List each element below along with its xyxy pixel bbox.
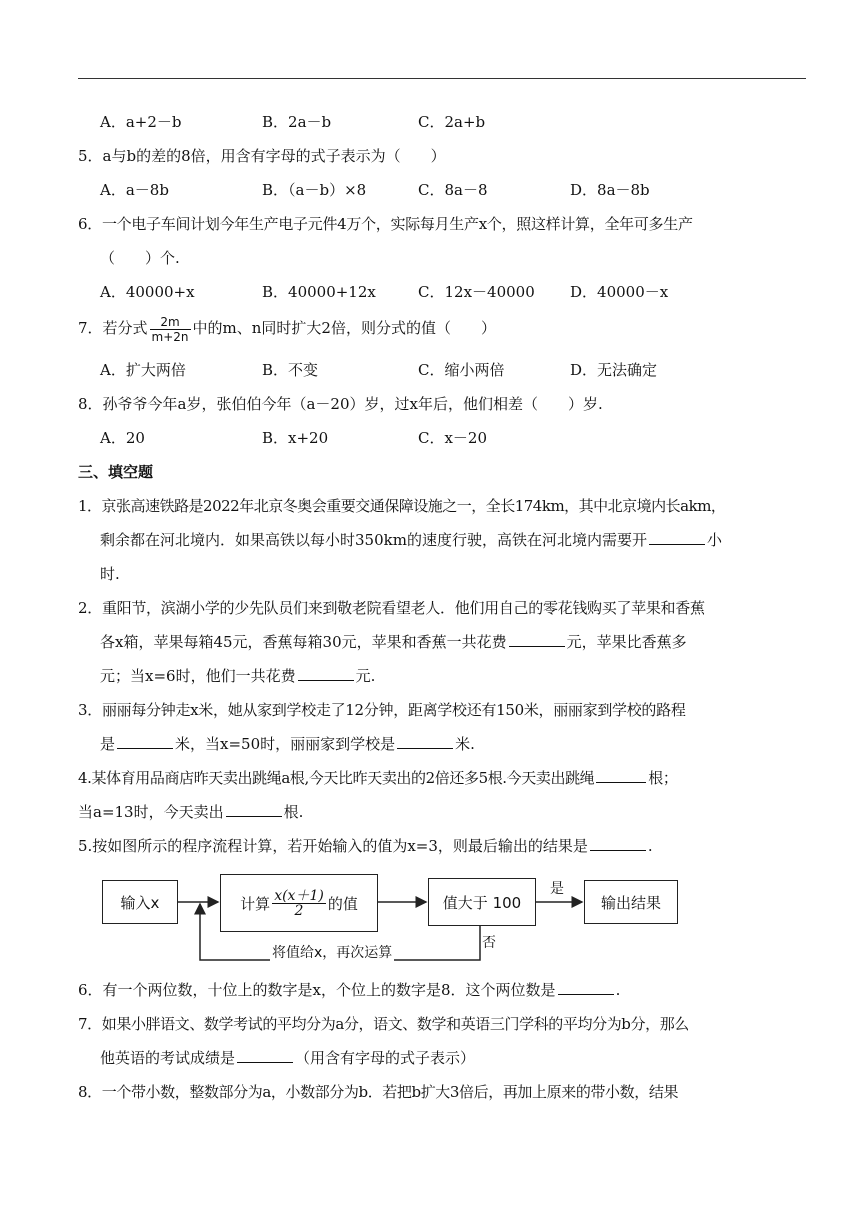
f4-line2-text: 当a=13时，今天卖出: [78, 803, 224, 821]
q5-option-d: D．8a－8b: [570, 181, 650, 199]
q8-option-b: B．x+20: [262, 429, 329, 447]
f5-line1-text-b: .: [647, 837, 653, 855]
f1-line2-text: 剩余都在河北境内．如果高铁以每小时350km的速度行驶，高铁在河北境内需要开: [100, 531, 647, 549]
q8-stem: 8．孙爷爷今年a岁，张伯伯今年（a－20）岁，过x年后，他们相差（ ）岁.: [78, 395, 603, 413]
f2-line1: 2．重阳节，滨湖小学的少先队员们来到敬老院看望老人．他们用自己的零花钱购买了苹果和香蕉: [78, 599, 705, 617]
f3-line2-text-c: 米.: [455, 735, 475, 753]
q6-stem-line2: （ ）个.: [100, 249, 180, 267]
flow-condition-label: 值大于 100: [442, 893, 522, 912]
q6-option-b: B．40000+12x: [262, 283, 376, 301]
q7-option-c: C．缩小两倍: [418, 361, 505, 379]
answer-blank[interactable]: [237, 1048, 293, 1063]
f7-line2: [100, 1048, 475, 1068]
q7-stem-pre: 7．若分式: [78, 319, 148, 337]
f5-line1-text: 5.按如图所示的程序流程计算，若开始输入的值为x=3，则最后输出的结果是: [78, 837, 588, 855]
flow-calc-numerator: x(x＋1): [274, 887, 324, 904]
q4-option-c: C．2a+b: [418, 113, 486, 131]
answer-blank[interactable]: [558, 980, 614, 995]
q4-option-a: A．a+2－b: [100, 113, 182, 131]
flow-calc-denominator: 2: [294, 902, 304, 919]
section-title-fill-in: 三、填空题: [78, 463, 154, 481]
q6-stem-line1: 6．一个电子车间计划今年生产电子元件4万个，实际每月生产x个，照这样计算，全年可多生产: [78, 215, 693, 233]
flow-output-box: [584, 880, 678, 924]
q7-fraction-denominator: m+2n: [151, 329, 189, 344]
q7-fraction-numerator: 2m: [150, 315, 191, 330]
flow-loop-label: 将值给x，再次运算: [270, 942, 394, 962]
q7-stem-post: 中的m、n同时扩大2倍，则分式的值（ ）: [192, 319, 496, 337]
f7-line2-text: 他英语的考试成绩是: [100, 1049, 236, 1067]
flow-no-label: 否: [482, 935, 496, 951]
f4-line1-text-b: 根；: [648, 769, 678, 787]
q6-option-c: C．12x－40000: [418, 283, 535, 301]
f1-line3: 时.: [100, 565, 120, 583]
f6-line1: [78, 980, 620, 1000]
flow-yes-label: 是: [550, 881, 564, 897]
f4-line1-text: 4.某体育用品商店昨天卖出跳绳a根,今天比昨天卖出的2倍还多5根.今天卖出跳绳: [78, 769, 595, 787]
f1-line1: 1．京张高速铁路是2022年北京冬奥会重要交通保障设施之一，全长174km，其中北京境内长akm，: [78, 497, 726, 515]
flow-condition-box: [428, 878, 536, 926]
flow-calc-box: [220, 874, 378, 932]
q5-option-b: B．（a－b）×8: [262, 181, 367, 199]
f6-line1-text: 6．有一个两位数，十位上的数字是x，个位上的数字是8．这个两位数是: [78, 981, 556, 999]
flow-input-label: 输入x: [120, 893, 160, 912]
f8-line1: 8．一个带小数，整数部分为a，小数部分为b．若把b扩大3倍后，再加上原来的带小数，结果: [78, 1083, 679, 1101]
f7-line2-text-b: （用含有字母的式子表示）: [295, 1049, 476, 1067]
q8-option-a: A．20: [100, 429, 145, 447]
flow-calc-post: 的值: [327, 894, 358, 913]
flow-output-label: 输出结果: [600, 893, 661, 912]
q7-option-d: D．无法确定: [570, 361, 658, 379]
f2-line2-text: 各x箱，苹果每箱45元，香蕉每箱30元，苹果和香蕉一共花费: [100, 633, 507, 651]
f7-line1: 7．如果小胖语文、数学考试的平均分为a分，语文、数学和英语三门学科的平均分为b分，那么: [78, 1015, 689, 1033]
f1-line2-unit: 小: [706, 531, 722, 549]
f2-line3-text-b: 元.: [355, 667, 376, 685]
flow-input-box: [102, 880, 178, 924]
f3-line1: 3．丽丽每分钟走x米，她从家到学校走了12分钟，距离学校还有150米，丽丽家到学校的路程: [78, 701, 686, 719]
q6-option-a: A．40000+x: [100, 283, 195, 301]
q5-option-c: C．8a－8: [418, 181, 488, 199]
q6-option-d: D．40000－x: [570, 283, 669, 301]
q4-option-b: B．2a－b: [262, 113, 332, 131]
q5-stem: 5．a与b的差的8倍，用含有字母的式子表示为（ ）: [78, 147, 446, 165]
q8-option-c: C．x－20: [418, 429, 488, 447]
q5-option-a: A．a－8b: [100, 181, 169, 199]
f3-line2-text: 是: [100, 735, 116, 753]
f4-line2-text-b: 根.: [283, 803, 304, 821]
q7-option-b: B．不变: [262, 361, 319, 379]
q7-option-a: A．扩大两倍: [100, 361, 186, 379]
flow-calc-fraction: [272, 889, 326, 918]
f3-line2-text-b: 米，当x=50时，丽丽家到学校是: [175, 735, 396, 753]
f2-line3-text: 元；当x=6时，他们一共花费: [100, 667, 296, 685]
f6-line1-text-b: .: [615, 981, 621, 999]
f2-line2-text-b: 元，苹果比香蕉多: [566, 633, 687, 651]
flow-calc-pre: 计算: [240, 894, 271, 913]
